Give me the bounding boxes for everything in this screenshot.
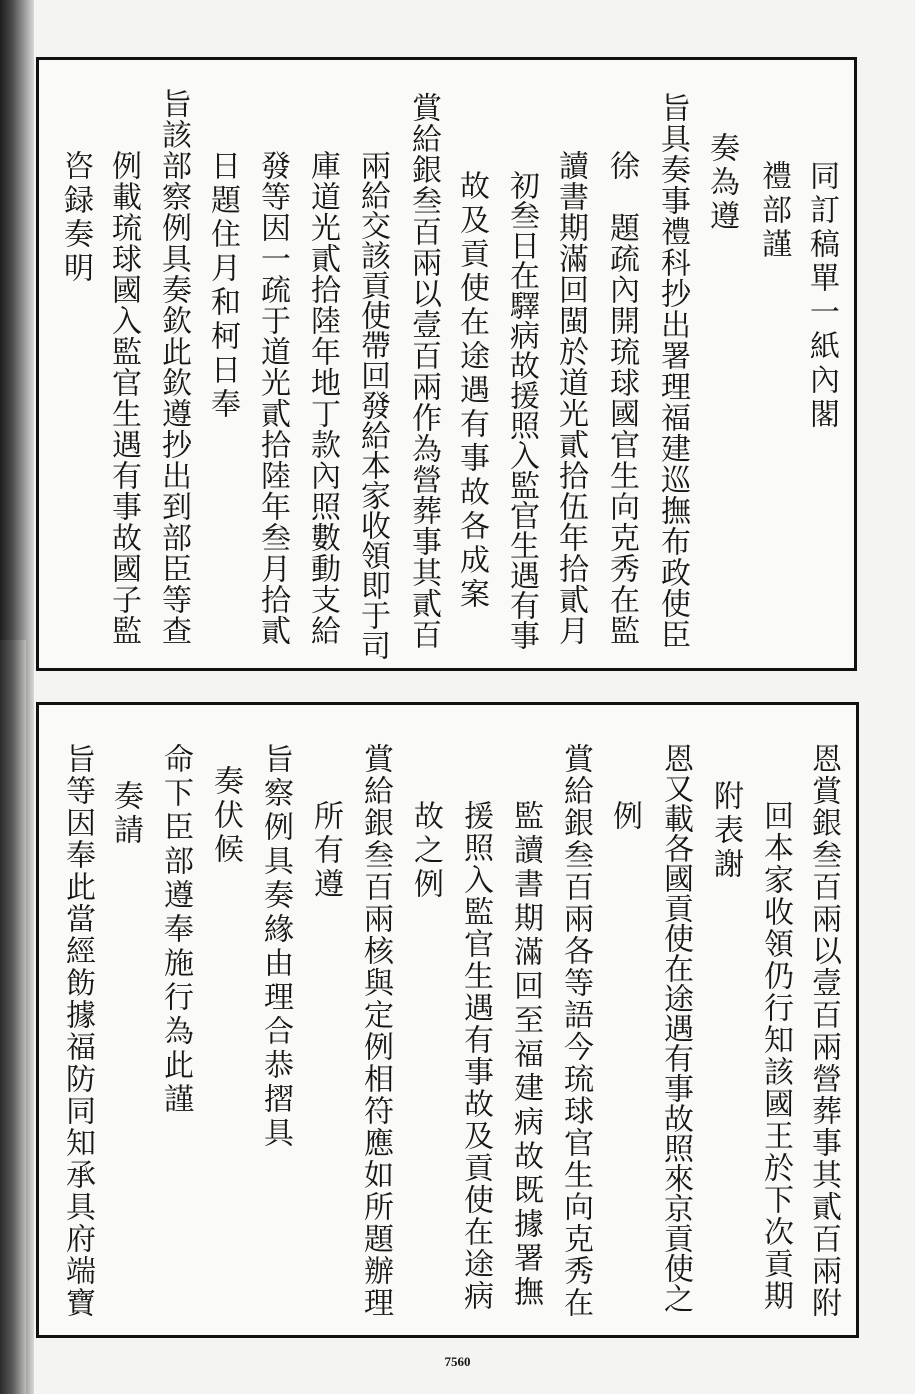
text-column: 回本家收領仍行知該國王於下次貢期 xyxy=(758,800,793,1312)
lower-text-panel xyxy=(36,702,859,1338)
text-column: 同訂稿單一紙內閣 xyxy=(804,160,839,432)
book-spine-shadow-lower xyxy=(0,640,26,1394)
text-column: 恩又載各國貢使在途遇有事故照來京貢使之 xyxy=(658,743,693,1313)
text-column: 附表謝 xyxy=(708,780,743,882)
text-column: 命下臣部遵奉施行為此謹 xyxy=(158,743,193,1117)
text-column: 監讀書期滿回至福建病故既據署撫 xyxy=(508,800,543,1310)
text-column: 賞給銀叁百兩以壹百兩作為營葬事其貳百 xyxy=(406,92,441,650)
text-column: 故之例 xyxy=(408,800,443,902)
text-column: 所有遵 xyxy=(308,800,343,902)
text-column: 兩給交該貢使帶回發給本家收領即于司 xyxy=(355,150,390,660)
text-column: 賞給銀叁百兩核與定例相符應如所題辦理 xyxy=(358,743,393,1319)
text-column: 咨録奏明 xyxy=(58,150,93,286)
text-column: 奏伏候 xyxy=(208,765,243,867)
text-column: 旨察例具奏緣由理合恭摺具 xyxy=(258,743,293,1151)
text-column: 奏為遵 xyxy=(704,132,739,234)
text-column: 援照入監官生遇有事故及貢使在途病 xyxy=(458,800,493,1312)
text-column: 旨等因奉此當經飭據福防同知承具府端寶 xyxy=(60,743,95,1319)
text-column: 賞給銀叁百兩各等語今琉球官生向克秀在 xyxy=(558,743,593,1319)
text-column: 例 xyxy=(607,800,642,834)
text-column: 日題住月和柯日奉 xyxy=(205,150,240,422)
page-number: 7560 xyxy=(444,1354,471,1369)
text-column: 庫道光貳拾陸年地丁款內照數動支給 xyxy=(305,150,340,646)
text-column: 發等因一疏于道光貳拾陸年叁月拾貳 xyxy=(255,150,290,646)
text-column: 旨該部察例具奏欽此欽遵抄出到部臣等查 xyxy=(156,88,191,646)
text-column: 禮部謹 xyxy=(756,160,791,262)
text-column: 故及貢使在途遇有事故各成案 xyxy=(454,170,489,612)
upper-text-panel xyxy=(36,57,857,671)
text-column: 恩賞銀叁百兩以壹百兩營葬事其貳百兩附 xyxy=(806,743,841,1319)
text-column: 例載琉球國入監官生遇有事故國子監 xyxy=(106,150,141,646)
text-column: 奏請 xyxy=(108,780,143,848)
text-column: 旨具奏事禮科抄出署理福建巡撫布政使臣 xyxy=(655,92,690,650)
text-column: 初叁日在驛病故援照入監官生遇有事 xyxy=(504,170,539,650)
text-column: 徐 題疏內開琉球國官生向克秀在監 xyxy=(604,150,639,646)
text-column: 讀書期滿回閩於道光貳拾伍年拾貳月 xyxy=(553,150,588,646)
